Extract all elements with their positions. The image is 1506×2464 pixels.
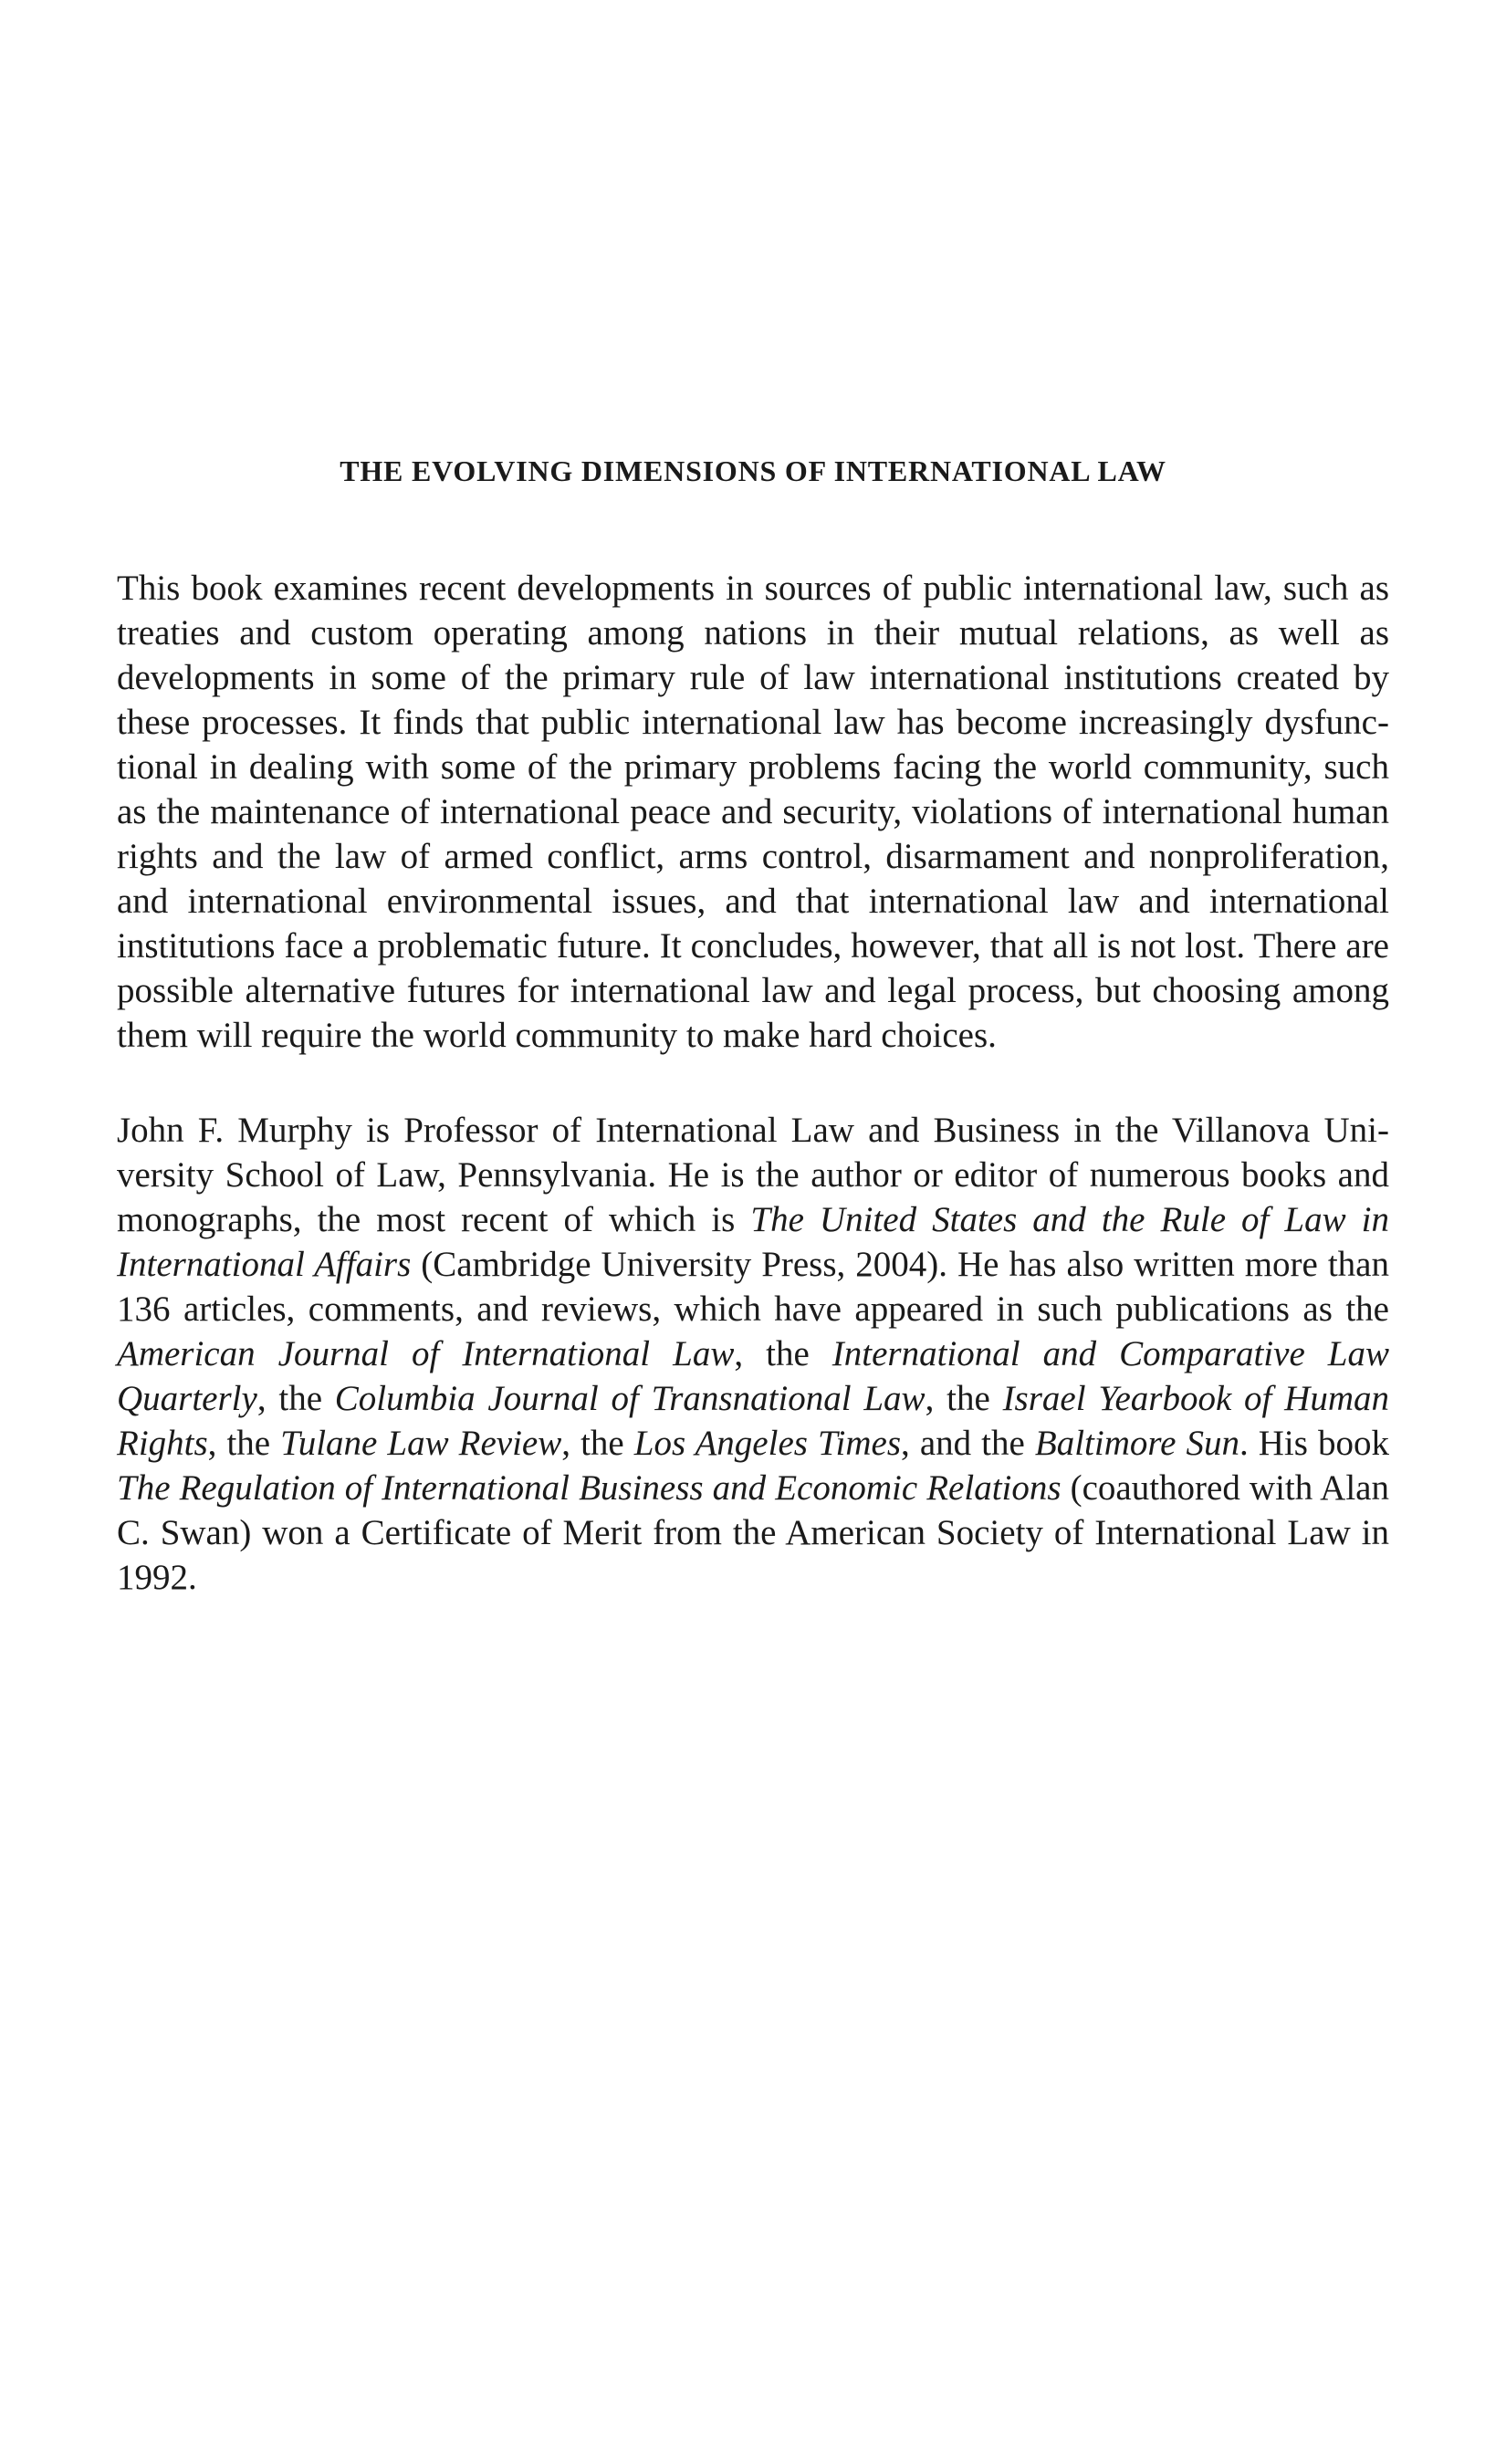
author-bio-text: , the	[561, 1424, 634, 1463]
author-bio-text: (Cambridge University Press, 2004). He has also written more than 136 articles, comments, and reviews, which have appeared in such publications as the	[117, 1245, 1389, 1329]
author-bio-text: . His book	[1239, 1424, 1389, 1463]
author-bio-text: (coauthored with Alan C. Swan) won a Certificate of Merit from the American Society of International Law in 1992.	[117, 1468, 1389, 1597]
author-bio-text: John F. Murphy is Professor of International Law and Business in the Villanova University School of Law, Pennsylvania. He is the author or editor of numerous books and monographs, the most recent of which is	[117, 1111, 1389, 1239]
journal-title-citation: Tulane Law Review	[280, 1424, 562, 1463]
book-summary-paragraph: This book examines recent developments in sources of public international law, such as treaties and custom operating among nations in their mutual relations, as well as developments in some of the primary rule of law international institutions created by these processes. It finds that public international law has become increasingly dysfunctional in dealing with some of the primary problems facing the world community, such as the maintenance of international peace and security, violations of international human rights and the law of armed conflict, arms control, disarmament and nonproliferation, and international environmental issues, and that international law and international institutions face a problematic future. It concludes, however, that all is not lost. There are possible alternative futures for international law and legal process, but choosing among them will require the world community to make hard choices.	[117, 569, 1389, 1055]
journal-title-citation: International and Comparative Law Quarterly	[117, 1334, 1389, 1418]
book-title-citation: The United States and the Rule of Law in International Affairs	[117, 1200, 1389, 1284]
newspaper-title-citation: Los Angeles Times	[633, 1424, 902, 1463]
author-bio-text: , the	[207, 1424, 281, 1463]
author-bio-paragraph	[117, 1108, 1389, 1600]
author-bio-text: , the	[734, 1334, 832, 1373]
journal-title-citation: American Journal of International Law	[117, 1334, 735, 1373]
author-bio-text: , the	[925, 1379, 1003, 1418]
book-title: THE EVOLVING DIMENSIONS OF INTERNATIONAL LAW	[340, 454, 1166, 487]
journal-title-citation: Columbia Journal of Transnational Law	[334, 1379, 926, 1418]
author-bio-text: , and the	[901, 1424, 1035, 1463]
book-title-citation: The Regulation of International Business and Economic Relations	[117, 1468, 1062, 1508]
journal-title-citation: Israel Yearbook of Human Rights	[117, 1379, 1389, 1463]
author-bio-text: , the	[256, 1379, 335, 1418]
newspaper-title-citation: Baltimore Sun	[1034, 1424, 1239, 1463]
